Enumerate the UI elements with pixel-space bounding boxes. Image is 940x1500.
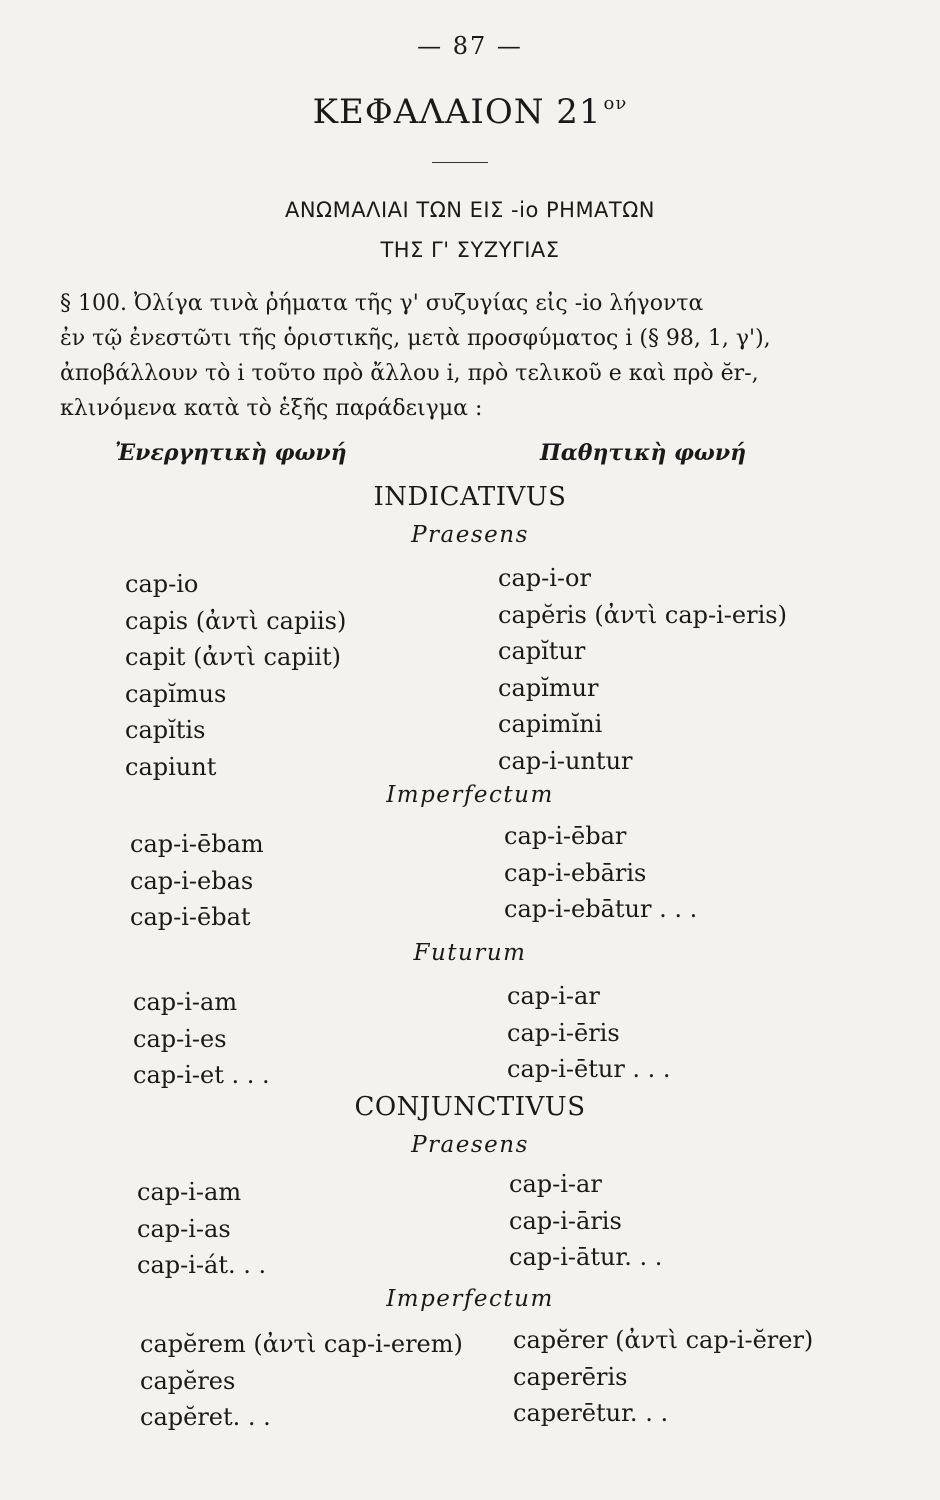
mood-indicativus: INDICATIVUS — [373, 482, 567, 512]
verb-form: cap-i-ētur . . . — [507, 1055, 671, 1083]
verb-form: capĭtur — [498, 637, 586, 665]
paragraph — [60, 286, 880, 426]
paragraph-line: ἐν τῷ ἐνεστῶτι τῆς ὁριστικῆς, μετὰ προσφύματος i (§ 98, 1, γ'), — [60, 326, 771, 351]
verb-form: cap-i-es — [133, 1024, 227, 1053]
verb-form: capĭmus — [125, 679, 227, 708]
verb-form: capĕris (ἀντὶ cap-i-eris) — [498, 600, 787, 629]
verb-form: capĭmur — [498, 673, 599, 702]
chapter-title-text: ΚΕΦΑΛΑΙΟΝ 21 — [312, 92, 602, 132]
verb-form: cap-i-ēbam — [130, 830, 264, 858]
verb-form: capĕret. . . — [140, 1403, 271, 1431]
verb-form: cap-i-ebāris — [504, 858, 647, 887]
verb-form: cap-i-as — [137, 1214, 231, 1243]
mood-conjunctivus: CONJUNCTIVUS — [354, 1092, 586, 1122]
tense-imperfectum: Imperfectum — [386, 782, 554, 808]
verb-form: capĭtis — [125, 716, 206, 744]
conjunctive-imperfect-active-forms — [140, 1326, 463, 1436]
verb-form: capit (ἀντὶ capiit) — [125, 643, 342, 671]
verb-form: cap-i-am — [133, 988, 238, 1016]
verb-form: cap-i-ar — [507, 982, 600, 1010]
page-number: — 87 — — [417, 32, 523, 60]
verb-form: cap-i-āris — [509, 1206, 622, 1235]
indicative-future-passive-forms — [507, 978, 671, 1088]
verb-form: capiunt — [125, 752, 217, 781]
verb-form: cap-i-át. . . — [137, 1251, 267, 1279]
paragraph-line: κλινόμενα κατὰ τὸ ἑξῆς παράδειγμα : — [60, 396, 483, 421]
verb-form: capĕres — [140, 1366, 236, 1395]
verb-form: cap-i-ātur. . . — [509, 1243, 663, 1271]
conjunctive-imperfect-passive-forms — [513, 1322, 813, 1432]
verb-form: capimĭni — [498, 710, 603, 738]
tense-futurum: Futurum — [413, 940, 527, 966]
verb-form: cap-i-untur — [498, 746, 633, 775]
verb-form: capĕrer (ἀντὶ cap-i-ĕrer) — [513, 1326, 814, 1354]
chapter-title-superscript: ον — [603, 93, 628, 114]
passive-voice-heading: Παθητικὴ φωνή — [540, 440, 747, 466]
section-heading-line-2: ΤΗΣ Γ' ΣΥΖΥΓΙΑΣ — [380, 238, 560, 262]
conjunctive-present-active-forms — [137, 1174, 266, 1284]
indicative-imperfect-active-forms — [130, 826, 264, 936]
verb-form: caperētur. . . — [513, 1399, 669, 1427]
verb-form: cap-i-ar — [509, 1170, 602, 1198]
tense-praesens: Praesens — [411, 1132, 529, 1158]
verb-form: cap-i-am — [137, 1178, 242, 1206]
verb-form: capis (ἀντὶ capiis) — [125, 606, 347, 635]
indicative-present-passive-forms — [498, 560, 787, 779]
verb-form: cap-i-ebātur . . . — [504, 895, 698, 923]
indicative-imperfect-passive-forms — [504, 818, 697, 928]
verb-form: capĕrem (ἀντὶ cap-i-erem) — [140, 1330, 463, 1358]
verb-form: cap-i-ēbar — [504, 822, 627, 850]
tense-imperfectum: Imperfectum — [386, 1286, 554, 1312]
title-rule — [432, 162, 488, 163]
verb-form: cap-i-ēris — [507, 1018, 620, 1047]
verb-form: caperēris — [513, 1362, 628, 1391]
verb-form: cap-i-et . . . — [133, 1061, 270, 1089]
verb-form: cap-i-or — [498, 564, 591, 592]
paragraph-line: § 100. Ὀλίγα τινὰ ῥήματα τῆς γ' συζυγίας εἰς -io λήγοντα — [60, 291, 704, 316]
active-voice-heading: Ἐνεργητικὴ φωνή — [115, 440, 347, 466]
indicative-future-active-forms — [133, 984, 270, 1094]
verb-form: cap-i-ebas — [130, 866, 254, 895]
chapter-title — [0, 92, 940, 132]
verb-form: cap-io — [125, 570, 199, 598]
conjunctive-present-passive-forms — [509, 1166, 662, 1276]
verb-form: cap-i-ēbat — [130, 903, 251, 931]
tense-praesens: Praesens — [411, 522, 529, 548]
paragraph-line: ἀποβάλλουν τὸ i τοῦτο πρὸ ἄλλου i, πρὸ τελικοῦ e καὶ πρὸ ĕr-, — [60, 361, 759, 386]
section-heading-line-1: ΑΝΩΜΑΛΙΑΙ ΤΩΝ ΕΙΣ -io ΡΗΜΑΤΩΝ — [284, 198, 656, 222]
indicative-present-active-forms — [125, 566, 346, 785]
